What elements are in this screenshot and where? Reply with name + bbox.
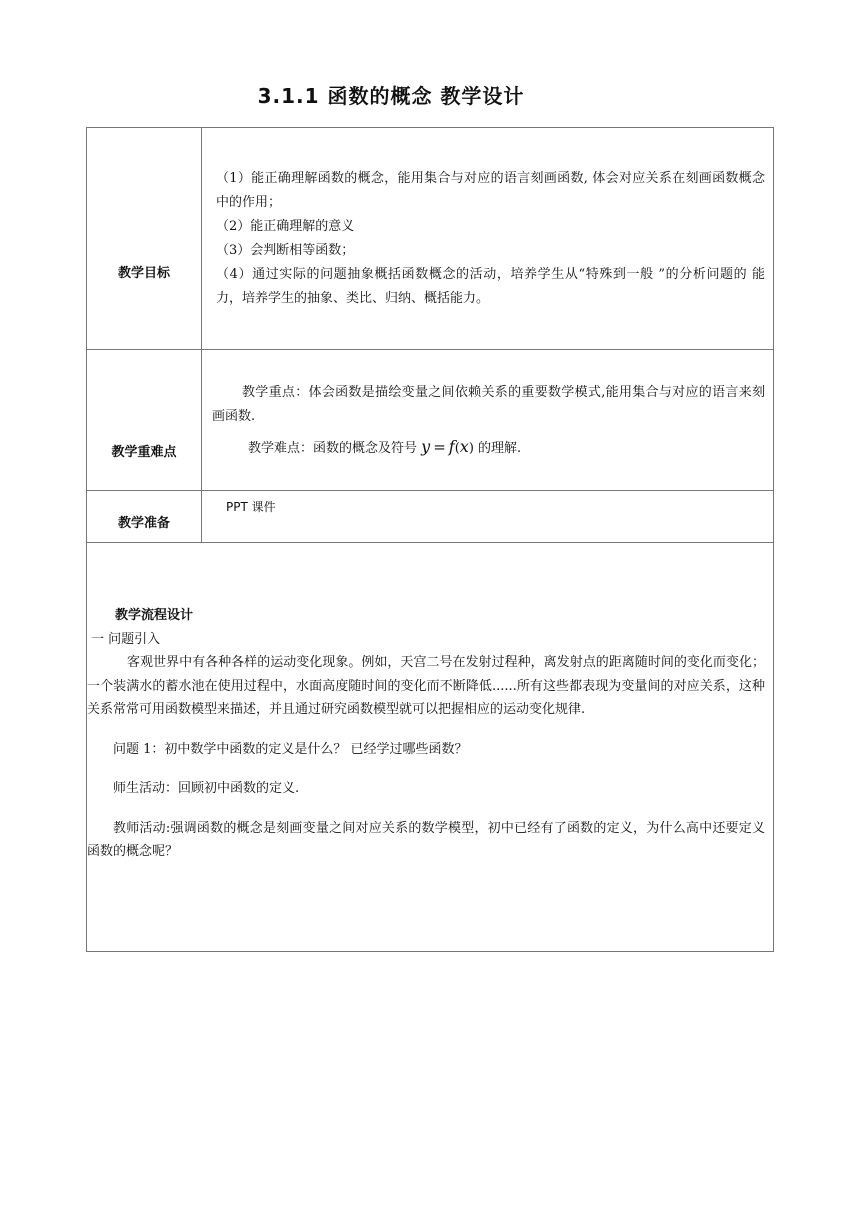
key-point-text: 教学重点：体会函数是描绘变量之间依赖关系的重要数学模式,能用集合与对应的语言来刻画函数. — [212, 385, 765, 424]
focus-label: 教学重难点 — [111, 445, 177, 460]
flow-heading: 教学流程设计 — [115, 608, 194, 623]
formula-x: x — [459, 437, 469, 456]
formula-rparen: ) — [468, 441, 474, 456]
flow-question-1: 问题 1：初中数学中函数的定义是什么？ 已经学过哪些函数？ — [113, 741, 468, 757]
prep-row — [87, 491, 774, 543]
lesson-plan-table — [86, 127, 774, 952]
goal-item-3: （3）会判断相等函数； — [216, 243, 355, 258]
goals-label-cell — [87, 128, 202, 350]
goal-item-2: （2）能正确理解的意义 — [216, 219, 355, 234]
goals-label: 教学目标 — [117, 266, 170, 281]
flow-intro-paragraph: 客观世界中有各种各样的运动变化现象。例如，天宫二号在发射过程种，离发射点的距离随时间的变化而变化；一个装满水的蓄水池在使用过程中，水面高度随时间的变化而不断降低......所有这些都表现为变量间的对应关系，这种关系常常可用函数模型来描述，并且通过研究函数模型就可以把握相应的运动变化规律. — [87, 655, 765, 717]
difficulty-text — [212, 435, 765, 461]
flow-content — [87, 543, 773, 864]
prep-content-cell — [202, 491, 774, 543]
formula-lparen: ( — [454, 441, 460, 456]
focus-content-cell — [202, 350, 774, 491]
goals-list — [202, 128, 773, 311]
flow-teacher-student-activity: 师生活动：回顾初中函数的定义. — [113, 781, 300, 796]
goal-item-4: （4）通过实际的问题抽象概括函数概念的活动，培养学生从“特殊到一般 ”的分析问题的 能力，培养学生的抽象、类比、归纳、概括能力。 — [216, 267, 765, 306]
formula-equals: = — [433, 438, 446, 456]
flow-section-title: 一 问题引入 — [91, 631, 161, 647]
flow-row — [87, 543, 774, 952]
page-title: 3.1.1 函数的概念 教学设计 — [257, 84, 525, 108]
difficulty-prefix: 教学难点：函数的概念及符号 — [248, 441, 418, 456]
focus-row — [87, 350, 774, 491]
formula-f: f — [448, 437, 455, 456]
focus-content — [202, 350, 773, 461]
formula-y: y — [421, 437, 431, 456]
goals-content-cell — [202, 128, 774, 350]
focus-label-cell — [87, 350, 202, 491]
prep-content: PPT 课件 — [226, 500, 276, 514]
prep-label-cell — [87, 491, 202, 543]
goals-row — [87, 128, 774, 350]
difficulty-suffix: 的理解. — [478, 441, 522, 456]
flow-content-cell — [87, 543, 774, 952]
goal-item-1: （1）能正确理解函数的概念，能用集合与对应的语言刻画函数, 体会对应关系在刻画函数概念中的作用； — [216, 171, 765, 210]
flow-teacher-activity: 教师活动:强调函数的概念是刻画变量之间对应关系的数学模型，初中已经有了函数的定义，为什么高中还要定义函数的概念呢？ — [87, 820, 765, 859]
prep-label: 教学准备 — [117, 516, 170, 531]
